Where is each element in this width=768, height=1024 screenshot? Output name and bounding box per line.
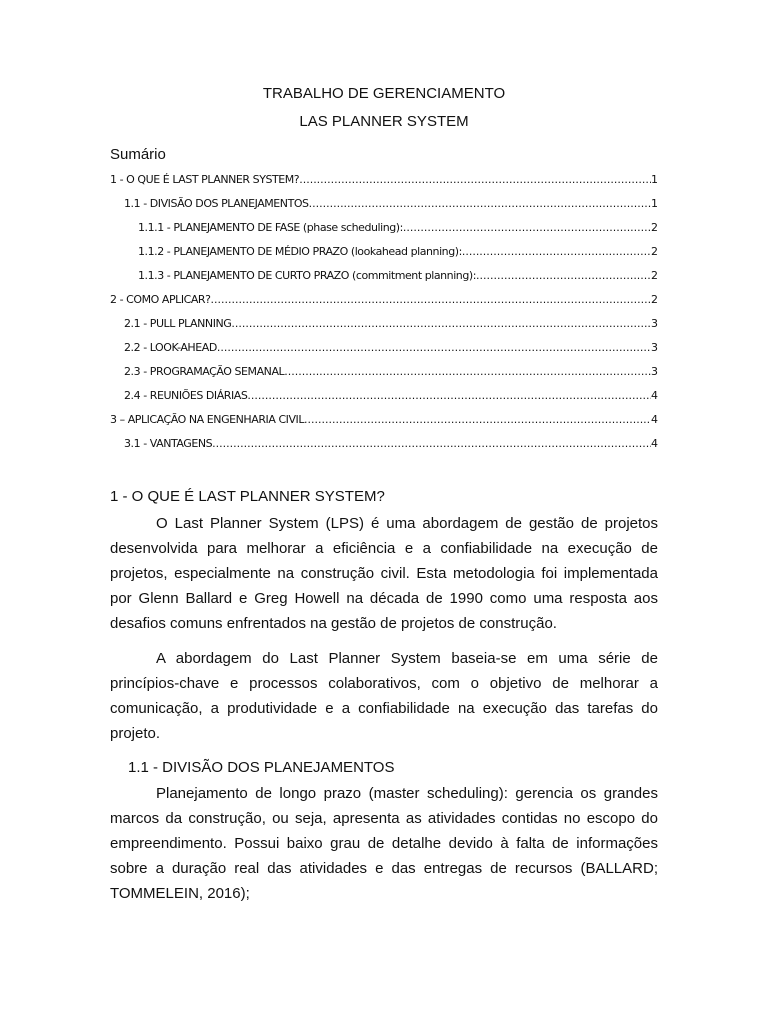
toc-leader xyxy=(284,362,651,382)
toc-leader xyxy=(309,194,651,214)
toc-entry-label: 2.3 - PROGRAMAÇÃO SEMANAL xyxy=(124,365,285,378)
toc-entry-page: 1 xyxy=(651,197,658,210)
toc-entry-page: 1 xyxy=(651,173,658,186)
toc-entry-label: 2.1 - PULL PLANNING xyxy=(124,317,232,330)
toc-entry[interactable] xyxy=(110,410,658,434)
toc-entry-label: 1.1.3 - PLANEJAMENTO DE CURTO PRAZO (commitment planning): xyxy=(138,269,476,282)
toc-entry[interactable] xyxy=(110,290,658,314)
toc-entry-page: 4 xyxy=(651,437,658,450)
toc-entry-page: 3 xyxy=(651,341,658,354)
section-heading: 1 - O QUE É LAST PLANNER SYSTEM? xyxy=(110,488,385,505)
toc-entry-page: 3 xyxy=(651,365,658,378)
toc-leader xyxy=(211,290,651,310)
toc-entry-label: 1.1 - DIVISÃO DOS PLANEJAMENTOS xyxy=(124,197,309,210)
toc-entry-page: 2 xyxy=(651,221,658,234)
toc-entry-label: 1 - O QUE É LAST PLANNER SYSTEM? xyxy=(110,173,300,186)
toc-entry[interactable] xyxy=(110,266,658,290)
toc-entry-label: 1.1.1 - PLANEJAMENTO DE FASE (phase scheduling): xyxy=(138,221,403,234)
toc-leader xyxy=(247,386,651,406)
toc-leader xyxy=(212,434,651,454)
toc-entry-label: 2.4 - REUNIÕES DIÁRIAS xyxy=(124,389,248,402)
toc-entry[interactable] xyxy=(110,362,658,386)
toc-entry-label: 3 – APLICAÇÃO NA ENGENHARIA CIVIL xyxy=(110,413,305,426)
toc-entry[interactable] xyxy=(110,218,658,242)
table-of-contents xyxy=(110,170,658,458)
toc-entry[interactable] xyxy=(110,434,658,458)
toc-leader xyxy=(462,242,651,262)
toc-leader xyxy=(304,410,651,430)
toc-entry-label: 1.1.2 - PLANEJAMENTO DE MÉDIO PRAZO (lookahead planning): xyxy=(138,245,462,258)
toc-leader xyxy=(403,218,651,238)
toc-entry-label: 3.1 - VANTAGENS xyxy=(124,437,213,450)
body-paragraph: Planejamento de longo prazo (master scheduling): gerencia os grandes marcos da construção, ou seja, apresenta as atividades contidas no escopo do empreendimento. Possui baixo grau de detalhe devido à falta de informações sobre a duração real das atividades e das entregas de recursos (BALLARD; TOMMELEIN, 2016); xyxy=(110,785,658,902)
document-subtitle: LAS PLANNER SYSTEM xyxy=(299,113,469,130)
body-paragraph: A abordagem do Last Planner System baseia-se em uma série de princípios-chave e processos colaborativos, com o objetivo de melhorar a comunicação, a produtividade e a confiabilidade na execução das tarefas do projeto. xyxy=(110,650,658,742)
toc-entry[interactable] xyxy=(110,194,658,218)
toc-leader xyxy=(231,314,651,334)
toc-entry-page: 3 xyxy=(651,317,658,330)
toc-leader xyxy=(476,266,651,286)
toc-entry[interactable] xyxy=(110,386,658,410)
toc-entry-label: 2.2 - LOOK-AHEAD xyxy=(124,341,217,354)
toc-entry-page: 2 xyxy=(651,269,658,282)
toc-heading: Sumário xyxy=(110,146,166,163)
toc-entry-page: 4 xyxy=(651,389,658,402)
document-title: TRABALHO DE GERENCIAMENTO xyxy=(262,85,506,102)
toc-entry-page: 2 xyxy=(651,245,658,258)
toc-entry[interactable] xyxy=(110,170,658,194)
body-paragraph: O Last Planner System (LPS) é uma abordagem de gestão de projetos desenvolvida para melhorar a eficiência e a confiabilidade na execução de projetos, especialmente na construção civil. Esta metodologia foi implementada por Glenn Ballard e Greg Howell na década de 1990 como uma resposta aos desafios comuns enfrentados na gestão de projetos de construção. xyxy=(110,515,658,632)
toc-leader xyxy=(299,170,651,190)
toc-entry-page: 2 xyxy=(651,293,658,306)
toc-leader xyxy=(217,338,651,358)
toc-entry[interactable] xyxy=(110,242,658,266)
toc-entry-page: 4 xyxy=(651,413,658,426)
toc-entry[interactable] xyxy=(110,338,658,362)
subsection-heading: 1.1 - DIVISÃO DOS PLANEJAMENTOS xyxy=(128,759,395,776)
toc-entry[interactable] xyxy=(110,314,658,338)
toc-entry-label: 2 - COMO APLICAR? xyxy=(110,293,211,306)
